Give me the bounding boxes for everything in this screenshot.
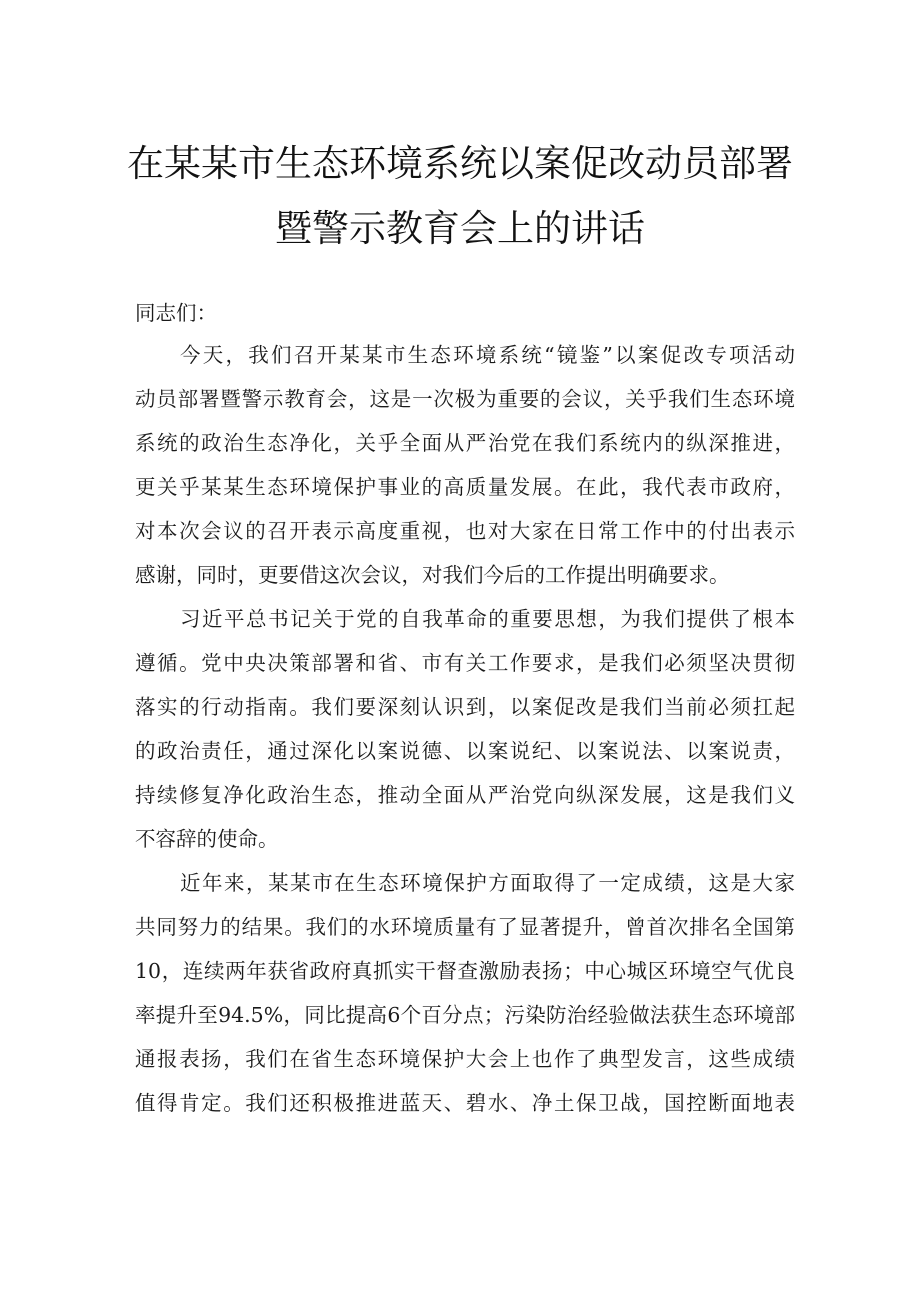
paragraph-2-line-3: 落实的行动指南。我们要深刻认识到，以案促改是我们当前必须扛起 [135, 695, 795, 719]
salutation: 同志们： [135, 301, 217, 325]
paragraph-1-line-2: 动员部署暨警示教育会，这是一次极为重要的会议，关乎我们生态环境 [135, 387, 795, 411]
paragraph-3-line-4: 率提升至94.5%，同比提高6个百分点；污染防治经验做法获生态环境部 [135, 1003, 795, 1027]
paragraph-3-line-6: 值得肯定。我们还积极推进蓝天、碧水、净土保卫战，国控断面地表 [135, 1091, 795, 1115]
paragraph-1-line-5: 对本次会议的召开表示高度重视，也对大家在日常工作中的付出表示 [135, 519, 795, 543]
paragraph-2-line-2: 遵循。党中央决策部署和省、市有关工作要求，是我们必须坚决贯彻 [135, 651, 795, 675]
paragraph-3-line-2: 共同努力的结果。我们的水环境质量有了显著提升，曾首次排名全国第 [135, 915, 795, 939]
paragraph-2-line-4: 的政治责任，通过深化以案说德、以案说纪、以案说法、以案说责， [135, 739, 795, 763]
paragraph-3-line-5: 通报表扬，我们在省生态环境保护大会上也作了典型发言，这些成绩 [135, 1047, 795, 1071]
document-title-line-1: 在某某市生态环境系统以案促改动员部署 [127, 142, 793, 185]
paragraph-1-line-4: 更关乎某某生态环境保护事业的高质量发展。在此，我代表市政府， [135, 475, 795, 499]
paragraph-3-line-1: 近年来，某某市在生态环境保护方面取得了一定成绩，这是大家 [180, 871, 795, 895]
paragraph-3-line-3: 10，连续两年获省政府真抓实干督查激励表扬；中心城区环境空气优良 [135, 959, 795, 983]
paragraph-1-line-6: 感谢，同时，更要借这次会议，对我们今后的工作提出明确要求。 [135, 563, 730, 587]
document-title-line-2: 暨警示教育会上的讲话 [275, 207, 645, 250]
paragraph-2-line-6: 不容辞的使命。 [135, 827, 279, 851]
paragraph-1-line-1: 今天，我们召开某某市生态环境系统“镜鉴”以案促改专项活动 [180, 343, 795, 367]
paragraph-2-line-5: 持续修复净化政治生态，推动全面从严治党向纵深发展，这是我们义 [135, 783, 795, 807]
paragraph-1-line-3: 系统的政治生态净化，关乎全面从严治党在我们系统内的纵深推进， [135, 431, 795, 455]
paragraph-2-line-1: 习近平总书记关于党的自我革命的重要思想，为我们提供了根本 [180, 607, 795, 631]
